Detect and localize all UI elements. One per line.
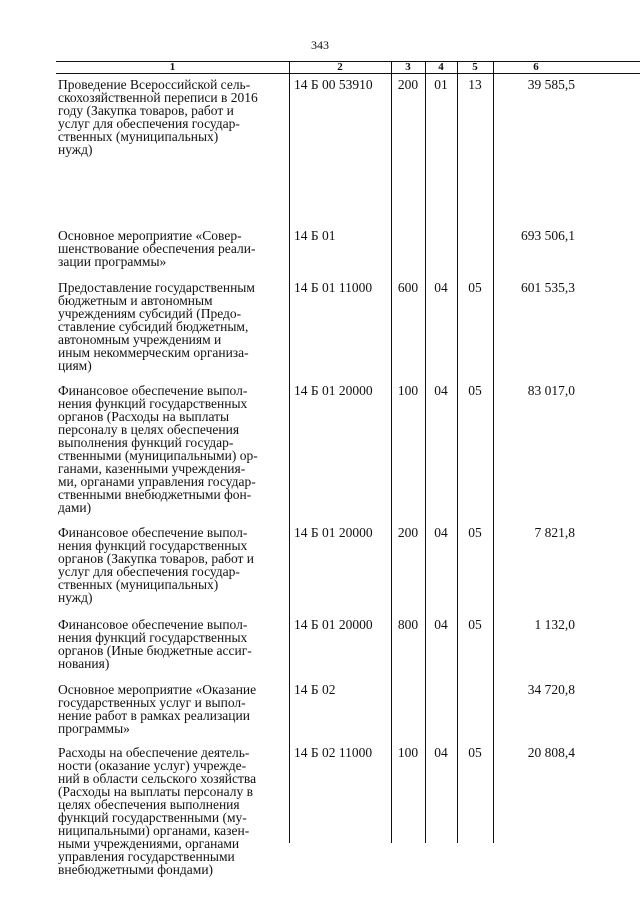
description-line: ганами, казенными учреждения- [58, 461, 246, 476]
description-line: Основное мероприятие «Оказание [58, 682, 257, 697]
description-line: выполнения функций государ- [58, 435, 234, 450]
row-description [56, 746, 289, 876]
description-line: нения функций государственных [58, 538, 248, 553]
description-line: целях обеспечения выполнения [58, 797, 240, 812]
description-line: Финансовое обеспечение выпол- [58, 617, 248, 632]
description-line: программы» [58, 721, 130, 736]
description-line: шенствование обеспечения реали- [58, 241, 256, 256]
row-col-5: 05 [468, 280, 482, 295]
description-line: (Расходы на выплаты персоналу в [58, 784, 253, 799]
row-amount: 7 821,8 [534, 525, 575, 540]
description-line: ности (оказание услуг) учрежде- [58, 758, 247, 773]
description-line: государственных услуг и выпол- [58, 695, 246, 710]
description-line: Предоставление государственным [58, 280, 255, 295]
description-line: нужд) [58, 142, 93, 157]
description-line: бюджетным и автономным [58, 293, 213, 308]
description-line: иным некоммерческим организа- [58, 345, 249, 360]
row-description [56, 78, 289, 156]
description-line: нования) [58, 656, 110, 671]
description-line: внебюджетными фондами) [58, 862, 214, 877]
row-col-4: 04 [434, 383, 448, 398]
description-line: Расходы на обеспечение деятель- [58, 745, 250, 760]
row-description [56, 526, 289, 604]
header-col-5: 5 [472, 61, 478, 73]
row-col-4: 04 [434, 525, 448, 540]
row-col-4: 04 [434, 280, 448, 295]
row-description [56, 618, 289, 670]
description-line: ственных (муниципальных) [58, 129, 219, 144]
table-row [56, 618, 640, 670]
row-code: 14 Б 00 53910 [294, 77, 373, 92]
row-code: 14 Б 01 11000 [294, 280, 373, 295]
description-line: нения функций государственных [58, 630, 248, 645]
row-amount: 20 808,4 [527, 745, 575, 760]
description-line: автономным учреждениям и [58, 332, 222, 347]
description-line: органов (Расходы на выплаты [58, 409, 230, 424]
header-col-2: 2 [337, 61, 343, 73]
header-col-1: 1 [169, 61, 176, 73]
row-col-4 [425, 229, 457, 268]
row-col-3: 100 [397, 383, 419, 398]
description-line: учреждениям субсидий (Предо- [58, 306, 242, 321]
description-line: персоналу в целях обеспечения [58, 422, 240, 437]
description-line: нужд) [58, 590, 93, 605]
row-description [56, 384, 289, 514]
header-col-4: 4 [438, 61, 444, 73]
row-col-5: 05 [468, 525, 482, 540]
row-col-4: 04 [434, 617, 448, 632]
description-line: Основное мероприятие «Совер- [58, 228, 242, 243]
description-line: Финансовое обеспечение выпол- [58, 525, 248, 540]
table-row [56, 281, 640, 372]
description-line: нение работ в рамках реализации [58, 708, 250, 723]
row-code: 14 Б 01 20000 [294, 383, 373, 398]
row-description [56, 683, 289, 735]
row-amount: 693 506,1 [521, 228, 575, 243]
row-amount: 601 535,3 [521, 280, 575, 295]
description-line: году (Закупка товаров, работ и [58, 103, 234, 118]
row-col-3: 200 [397, 77, 419, 92]
description-line: ми, органами управления государ- [58, 474, 256, 489]
description-line: управления государственными [58, 849, 235, 864]
description-line: циям) [58, 358, 92, 373]
description-line: ственных (муниципальных) [58, 577, 219, 592]
header-col-3: 3 [405, 61, 411, 73]
table-row [56, 229, 640, 268]
row-code: 14 Б 01 20000 [294, 617, 373, 632]
description-line: Проведение Всероссийской сель- [58, 77, 251, 92]
table-header [56, 61, 640, 74]
row-code: 14 Б 02 11000 [294, 745, 373, 760]
description-line: нения функций государственных [58, 396, 248, 411]
header-col-6: 6 [533, 61, 539, 73]
description-line: зации программы» [58, 254, 167, 269]
row-col-3: 800 [397, 617, 419, 632]
table-row [56, 746, 640, 876]
description-line: услуг для обеспечения государ- [58, 116, 240, 131]
description-line: ний в области сельского хозяйства [58, 771, 257, 786]
row-description [56, 229, 289, 268]
description-line: органов (Иные бюджетные ассиг- [58, 643, 252, 658]
row-col-4: 01 [434, 77, 448, 92]
description-line: органов (Закупка товаров, работ и [58, 551, 255, 566]
row-col-3 [391, 683, 425, 735]
row-col-3: 100 [397, 745, 419, 760]
description-line: Финансовое обеспечение выпол- [58, 383, 248, 398]
row-amount: 34 720,8 [527, 682, 575, 697]
row-col-5 [457, 683, 493, 735]
row-col-4 [425, 683, 457, 735]
description-line: услуг для обеспечения государ- [58, 564, 240, 579]
row-amount: 83 017,0 [527, 383, 575, 398]
row-col-3: 600 [397, 280, 419, 295]
row-code: 14 Б 01 20000 [294, 525, 373, 540]
row-amount: 39 585,5 [527, 77, 575, 92]
description-line: ственными внебюджетными фон- [58, 487, 252, 502]
description-line: скохозяйственной переписи в 2016 [58, 90, 258, 105]
budget-table [56, 61, 640, 877]
page-number: 343 [311, 38, 329, 52]
description-line: ственными (муниципальными) ор- [58, 448, 258, 463]
row-col-3: 200 [397, 525, 419, 540]
row-code: 14 Б 02 [294, 682, 336, 697]
description-line: ставление субсидий бюджетным, [58, 319, 249, 334]
row-description [56, 281, 289, 372]
description-line: ниципальными) органами, казен- [58, 823, 250, 838]
table-row [56, 384, 640, 514]
row-amount: 1 132,0 [534, 617, 575, 632]
row-col-5: 05 [468, 383, 482, 398]
row-col-5: 13 [468, 77, 482, 92]
description-line: ными учреждениями, органами [58, 836, 240, 851]
row-col-3 [391, 229, 425, 268]
row-col-5: 05 [468, 617, 482, 632]
table-row [56, 78, 640, 156]
row-col-5 [457, 229, 493, 268]
row-code: 14 Б 01 [294, 228, 336, 243]
table-row [56, 683, 640, 735]
table-row [56, 526, 640, 604]
description-line: функций государственными (му- [58, 810, 247, 825]
description-line: дами) [58, 500, 92, 515]
row-col-4: 04 [434, 745, 448, 760]
row-col-5: 05 [468, 745, 482, 760]
